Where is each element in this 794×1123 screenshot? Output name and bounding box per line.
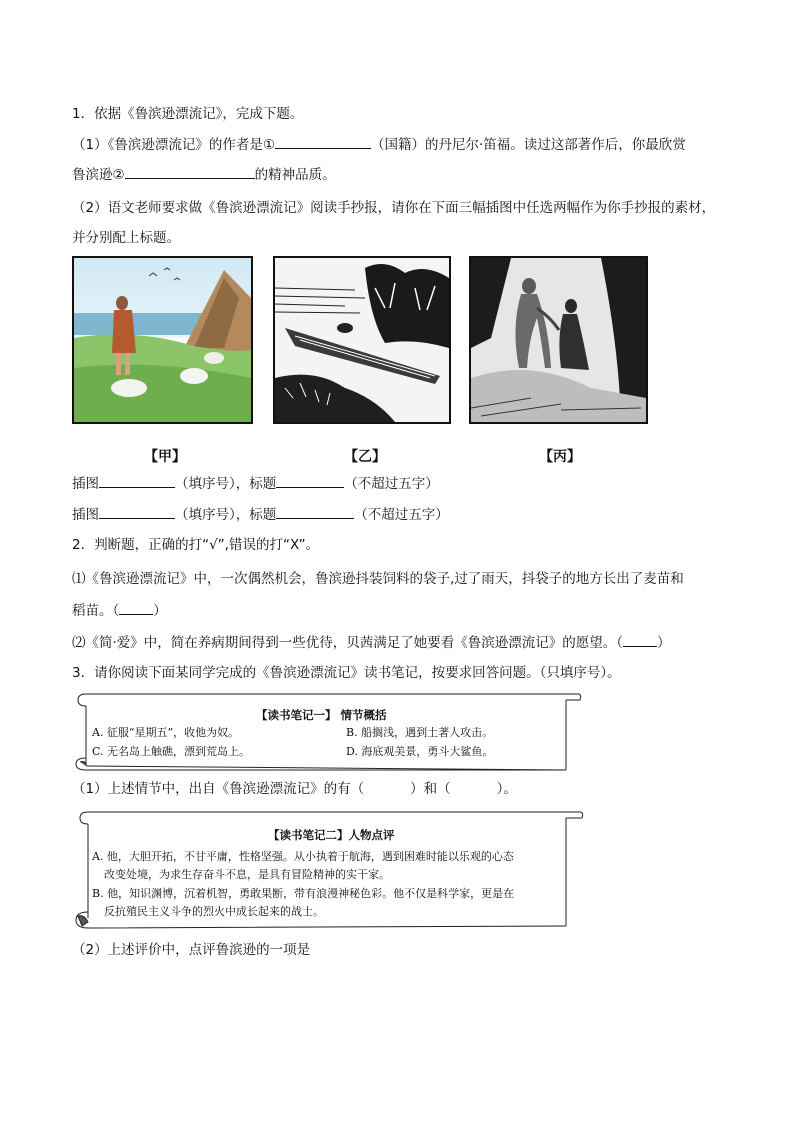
fill-row-1-label: 插图 [72,476,99,492]
q2-intro: 2．判断题，正确的打“√”,错误的打“X”。 [72,537,320,553]
caption-yi: 【乙】 [344,449,386,465]
q2-statement1-line2 [72,600,167,621]
q1-intro: 1．依据《鲁滨逊漂流记》，完成下题。 [72,106,304,122]
illustration-bing-art [471,258,646,422]
note1-option-d: D. 海底观美景，勇斗大鲨鱼。 [346,745,494,758]
q1-part1-text-d: 的精神品质。 [254,167,336,183]
q3-sub2: （2）上述评价中，点评鲁滨逊的一项是 [72,942,311,958]
reading-note-2 [72,806,584,932]
note2-option-b-line1: B. 他，知识渊博，沉着机智，勇敢果断，带有浪漫神秘色彩。他不仅是科学家，更是在 [92,887,515,900]
author-nationality-blank[interactable] [275,134,371,149]
illustration-jia [72,256,253,424]
caption-bing: 【丙】 [539,449,581,465]
q1-part2-line2: 并分别配上标题。 [72,230,180,246]
caption-jia: 【甲】 [144,449,186,465]
fill-row-1 [72,473,439,494]
q1-part1-line2 [72,164,336,185]
q3-sub1-text-c: ）。 [496,781,517,797]
fill-row-1-mid: （填序号），标题 [175,476,277,492]
fill-row-2-end: （不超过五字） [354,507,449,523]
fill-row-1-title-blank[interactable] [276,473,344,488]
q2-statement1-text: 稻苗。（ [72,603,120,619]
q2-answer2-blank[interactable] [623,632,657,647]
note2-option-b-line2: 反抗殖民主义斗争的烈火中成长起来的战士。 [104,905,324,918]
q3-sub1-text-b: ）和（ [410,781,451,797]
note1-option-c: C. 无名岛上触礁，漂到荒岛上。 [92,745,251,758]
illustration-yi [273,256,451,424]
q1-part1-text-c: 鲁滨逊② [72,167,125,183]
illustration-bing [469,256,648,424]
q2-statement2-close: ） [657,635,671,651]
illustration-jia-art [74,258,251,422]
spirit-quality-blank[interactable] [125,164,255,179]
reading-note-1 [72,688,582,774]
note1-option-b: B. 船搁浅，遇到土著人攻击。 [346,726,494,739]
note1-option-a: A. 征服“星期五”，收他为奴。 [92,726,240,739]
fill-row-2-number-blank[interactable] [99,504,175,519]
fill-row-1-number-blank[interactable] [99,473,175,488]
note2-option-a-line1: A. 他，大胆开拓，不甘平庸，性格坚强。从小执着于航海，遇到困难时能以乐观的心态 [92,850,514,863]
q3-intro: 3．请你阅读下面某同学完成的《鲁滨逊漂流记》读书笔记，按要求回答问题。（只填序号）。 [72,665,621,681]
note2-title: 【读书笔记二】人物点评 [268,828,395,842]
fill-row-2-title-blank[interactable] [276,504,354,519]
fill-row-2-label: 插图 [72,507,99,523]
q1-part1-line1 [72,134,686,155]
illustration-yi-art [275,258,449,422]
fill-row-2-mid: （填序号），标题 [175,507,277,523]
q2-statement1-close: ） [153,603,167,619]
q1-part2-line1: （2）语文老师要求做《鲁滨逊漂流记》阅读手抄报，请你在下面三幅插图中任选两幅作为你手抄报的素材， [72,200,716,216]
note2-option-a-line2: 改变处境，为求生存奋斗不息，是具有冒险精神的实干家。 [104,868,390,881]
q2-statement2-text: ⑵《简·爱》中，简在养病期间得到一些优待，贝茜满足了她要看《鲁滨逊漂流记》的愿望。（ [72,635,624,651]
q3-sub1 [72,779,517,799]
fill-row-1-end: （不超过五字） [344,476,439,492]
q2-statement2 [72,632,671,653]
q1-part1-text-b: （国籍）的丹尼尔·笛福。读过这部著作后，你最欣赏 [370,137,686,153]
note1-title: 【读书笔记一】 情节概括 [256,708,387,722]
q2-statement1-line1: ⑴《鲁滨逊漂流记》中，一次偶然机会，鲁滨逊抖装饲料的袋子,过了雨天，抖袋子的地方长出了麦苗和 [72,571,684,587]
fill-row-2 [72,504,449,525]
q1-part1-text-a: （1）《鲁滨逊漂流记》的作者是① [72,137,275,153]
q3-sub1-text-a: （1）上述情节中，出自《鲁滨逊漂流记》的有（ [72,781,365,797]
q2-answer1-blank[interactable] [119,600,153,615]
